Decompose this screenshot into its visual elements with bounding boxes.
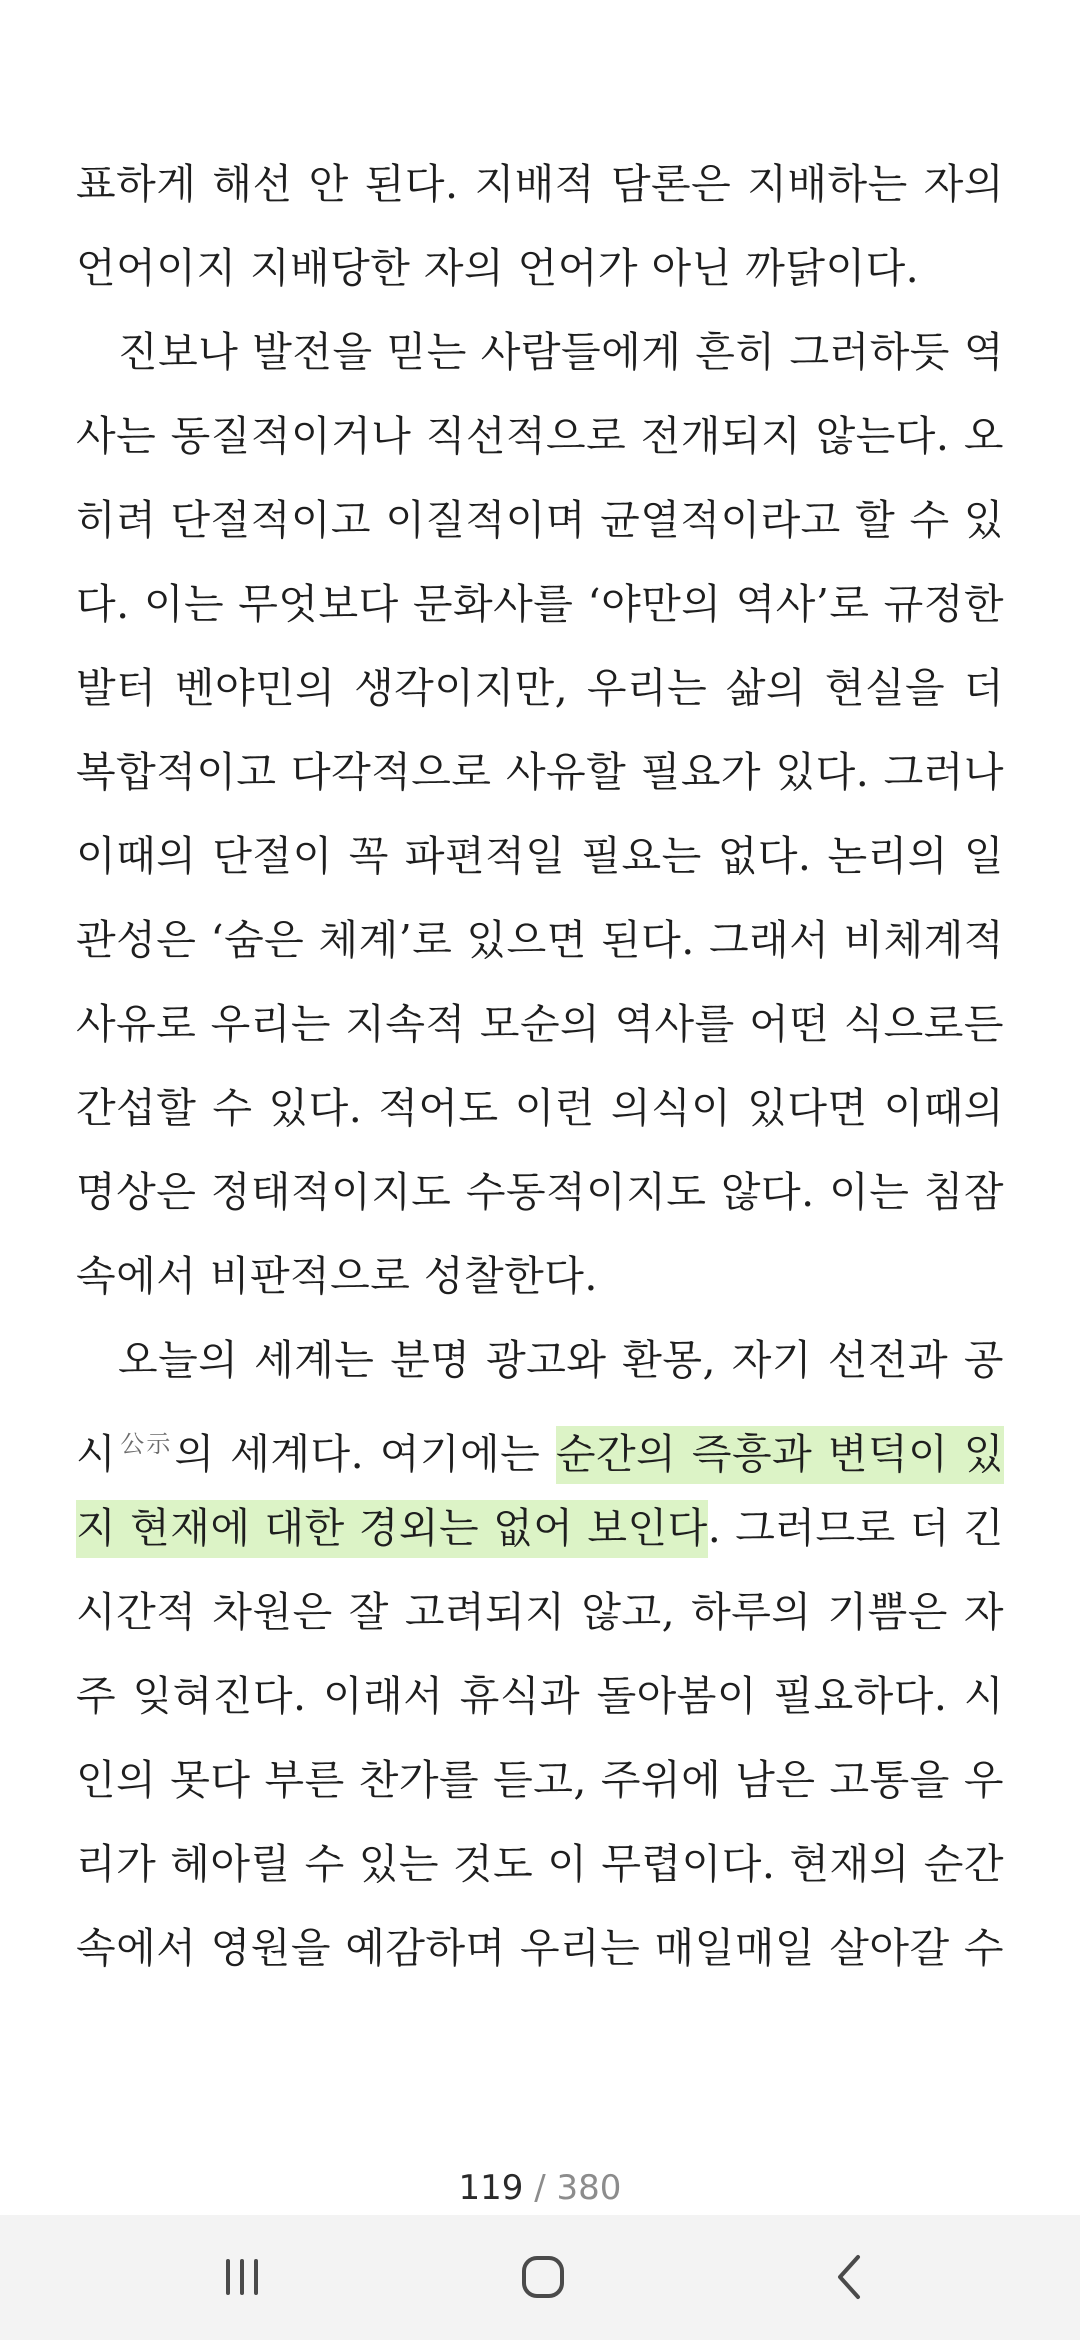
back-chevron-icon [820,2247,880,2307]
back-button[interactable] [790,2237,910,2317]
home-icon [513,2247,573,2307]
text-line: 진보나 발전을 믿는 사람들에게 흔히 그러하듯 역 [118,328,1004,376]
text-line [76,1486,1004,1570]
highlighted-text[interactable]: 순간의 즉흥과 변덕이 있 [556,1426,1004,1484]
text-line: 리가 헤아릴 수 있는 것도 이 무렵이다. 현재의 순간 [76,1840,1004,1888]
text-line: 시간적 차원은 잘 고려되지 않고, 하루의 기쁨은 자 [76,1588,1004,1636]
text-line: 명상은 정태적이지도 수동적이지도 않다. 이는 침잠 [76,1168,1004,1216]
page-separator: / [523,2168,557,2208]
hanja-annotation: 公示 [118,1430,173,1458]
text-line: 복합적이고 다각적으로 사유할 필요가 있다. 그러나 [76,748,1004,796]
recents-button[interactable] [182,2237,302,2317]
text-line: 이때의 단절이 꼭 파편적일 필요는 없다. 논리의 일 [76,832,1004,880]
text-line: 언어이지 지배당한 자의 언어가 아닌 까닭이다. [76,244,920,292]
page-indicator [0,2158,1080,2218]
home-button[interactable] [483,2237,603,2317]
text-line: 속에서 비판적으로 성찰한다. [76,1252,598,1300]
text-line: 관성은 ‘숨은 체계’로 있으면 된다. 그래서 비체계적 [76,916,1004,964]
recents-icon [212,2247,272,2307]
highlighted-text[interactable]: 지 현재에 대한 경외는 없어 보인다 [76,1500,708,1558]
line-segment: . 그러므로 더 긴 [707,1504,1004,1552]
text-line: 인의 못다 부른 찬가를 듣고, 주위에 남은 고통을 우 [76,1756,1004,1804]
text-line: 발터 벤야민의 생각이지만, 우리는 삶의 현실을 더 [76,664,1004,712]
text-line: 표하게 해선 안 된다. 지배적 담론은 지배하는 자의 [76,160,1004,208]
text-line: 사는 동질적이거나 직선적으로 전개되지 않는다. 오 [76,412,1004,460]
text-line [76,1402,1004,1486]
book-text [76,142,1004,1990]
line-segment: 시 [76,1430,117,1478]
text-line: 간섭할 수 있다. 적어도 이런 의식이 있다면 이때의 [76,1084,1004,1132]
text-line: 오늘의 세계는 분명 광고와 환몽, 자기 선전과 공 [118,1336,1004,1384]
text-line: 속에서 영원을 예감하며 우리는 매일매일 살아갈 수 [76,1924,1004,1972]
line-segment: 의 세계다. 여기에는 [174,1430,556,1478]
current-page-number: 119 [458,2168,524,2208]
total-page-count: 380 [556,2168,622,2208]
text-line: 히려 단절적이고 이질적이며 균열적이라고 할 수 있 [76,496,1004,544]
system-navigation-bar [0,2215,1080,2340]
text-line: 주 잊혀진다. 이래서 휴식과 돌아봄이 필요하다. 시 [76,1672,1004,1720]
text-line: 다. 이는 무엇보다 문화사를 ‘야만의 역사’로 규정한 [76,580,1004,628]
text-line: 사유로 우리는 지속적 모순의 역사를 어떤 식으로든 [76,1000,1004,1048]
